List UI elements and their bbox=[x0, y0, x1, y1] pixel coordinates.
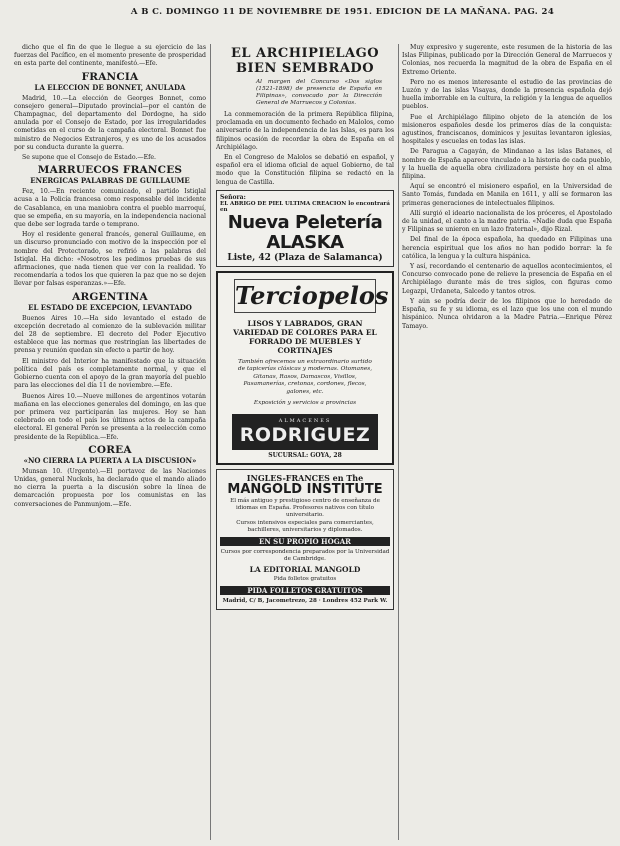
column-right bbox=[402, 44, 612, 333]
ad-rodriguez-branch: SUCURSAL: GOYA, 28 bbox=[268, 451, 342, 459]
right-body-8: Y así, recordando el centenario de aquellos acontecimientos, el Concurso convocado pone de relieve la presencia de España en el Archipiélago durante más de tres siglos, con figuras como Legazpi, Urdaneta, Salcedo y tantos otros. bbox=[402, 263, 612, 295]
ad-mangold-brochures: PIDA FOLLETOS GRATUITOS bbox=[220, 586, 390, 595]
page-header: A B C. DOMINGO 11 DE NOVIEMBRE DE 1951. EDICION DE LA MAÑANA. PAG. 24 bbox=[130, 7, 555, 17]
ad-mangold bbox=[216, 469, 394, 610]
ad-mangold-name: MANGOLD INSTITUTE bbox=[227, 481, 383, 497]
article-body-1: La conmemoración de la primera República filipina, proclamada en un documento fechado en Malolos, como aniversario de la independencia de las Islas, es para los filipinos ocasión de recordar la obra de España en el Archipiélago. bbox=[216, 111, 394, 151]
column-left bbox=[14, 44, 206, 511]
ad-alaska-name: Nueva Peletería ALASKA bbox=[227, 211, 383, 253]
intro-paragraph: dicho que el fin de que le llegue a su ejercicio de las fuerzas del Pacífico, en el momento presente de prosperidad en esta parte del continente, manifestó.—Efe. bbox=[14, 44, 206, 68]
ad-alaska-address: Liste, 42 (Plaza de Salamanca) bbox=[227, 252, 383, 263]
right-body-4: De Paragua a Cagayán, de Mindanao a las islas Batanes, el nombre de España aparece vinculado a la historia de cada pueblo, y la huella de aquella obra civilizadora persiste hoy en el alma filipina. bbox=[402, 148, 612, 181]
francia-body: Madrid, 10.—La elección de Georges Bonnet, como consejero general—Diputado provincial—por el cantón de Champagnac, del departamento del Dordogne, ha sido anulada por el Consejo de Estado, por las irregularidades cometidas en el curso de la campaña electoral. Bonnet fue ministro de Negocios Extranjeros, y es uno de los acusados por su conducta durante la guerra. bbox=[14, 94, 206, 151]
argentina-body-3: Buenos Aires 10.—Nueve millones de argentinos votarán mañana en las elecciones generales del domingo, en las que por primera vez participarán las mujeres. Hoy se han celebrado en todo el país los últimos actos de la campaña electoral. El general Perón se presenta a la reelección como presidente de la República.—Efe. bbox=[14, 392, 206, 441]
ad-terciopelos-service: Exposición y servicios a provincias bbox=[253, 400, 357, 407]
ad-mangold-line-3: Cursos por correspondencia preparados por la Universidad de Cambridge. bbox=[220, 548, 390, 562]
column-divider bbox=[398, 44, 399, 840]
argentina-body-1: Buenos Aires 10.—Ha sido levantado el estado de excepción decretado al comienzo de la sublevación militar del 28 de septiembre. El decreto del Poder Ejecutivo establece que las normas que restringían las libertades de prensa y reunión quedan sin efecto a partir de hoy. bbox=[14, 314, 206, 355]
article-body-2: En el Congreso de Malolos se debatió en español, y español era el idioma oficial de aquel Gobierno, de tal modo que la Constitución filipina se redactó en la lengua de Castilla. bbox=[216, 154, 394, 186]
francia-heading: FRANCIA bbox=[81, 70, 139, 83]
ad-rodriguez-label: ALMACENES bbox=[278, 417, 332, 424]
francia-end: Se supone que el Consejo de Estado.—Efe. bbox=[22, 154, 157, 162]
marruecos-body-2: Hoy el residente general francés, general Guillaume, en un discurso pronunciado con motivo de la inspección por el nombre del Protectorado, se refirió a las palabras del Istiqlal. Ha dicho: «Nosotros les pedimos pruebas de sus afirmaciones, que nada tienen que ver con la realidad. Yo recomendaría a todos los que quieren la paz que no se dejen llevar por falsas esperanzas.»—Efe. bbox=[14, 231, 206, 288]
right-body-9: Y aún se podría decir de los filipinos que lo heredado de España, su fe y su idioma, es el lazo que los une con el mundo hispánico. Nunca olvidaron a la Madre Patria.—Enrique Pérez Tamayo. bbox=[402, 297, 612, 330]
right-body-1: Muy expresivo y sugerente, este resumen de la historia de las Islas Filipinas, publicado por la Dirección General de Marruecos y Colonias, nos recuerda la magnitud de la obra de España en el Extremo Oriente. bbox=[402, 44, 612, 76]
corea-subheading: «NO CIERRA LA PUERTA A LA DISCUSION» bbox=[23, 455, 197, 465]
right-body-3: Fue el Archipiélago filipino objeto de la atención de los misioneros españoles desde los primeros días de la conquista: agustinos, franciscanos, dominicos y jesuitas levantaron iglesias, hospitales y escuelas en todas las islas. bbox=[402, 113, 612, 146]
ad-mangold-line-4: Pida folletos gratuitos bbox=[273, 575, 337, 582]
ad-mangold-title: INGLES-FRANCES en The bbox=[246, 472, 364, 483]
ad-mangold-address: Madrid, C/ B, Jacometrezo, 28 · Londres 452 Park W. bbox=[222, 597, 388, 604]
article-title: EL ARCHIPIELAGO BIEN SEMBRADO bbox=[230, 46, 380, 76]
ad-alaska-greeting: Señora: bbox=[220, 193, 246, 201]
ad-alaska-tagline: EL ABRIGO DE PIEL ULTIMA CREACION lo encontrará en bbox=[220, 200, 390, 213]
ad-terciopelos-body: LISOS Y LABRADOS, GRAN VARIEDAD DE COLORES PARA EL FORRADO DE MUEBLES Y CORTINAJES bbox=[233, 318, 377, 355]
column-divider bbox=[210, 44, 211, 840]
ad-mangold-editorial: LA EDITORIAL MANGOLD bbox=[249, 564, 361, 574]
ad-alaska bbox=[216, 190, 394, 267]
right-body-5: Aquí se encontró el misionero español, en la Universidad de Santo Tomás, fundada en Manila en 1611, y allí se formaron las primeras generaciones de intelectuales filipinos. bbox=[402, 183, 612, 207]
francia-subheading: LA ELECCION DE BONNET, ANULADA bbox=[34, 82, 186, 92]
argentina-heading: ARGENTINA bbox=[72, 290, 148, 303]
corea-heading: COREA bbox=[88, 443, 132, 456]
column-center bbox=[216, 44, 394, 613]
right-body-2: Pero no es menos interesante el estudio de las provincias de Luzón y de las islas Visayas, donde la presencia española dejó huella imborrable en la cultura, la religión y la lengua de aquellos pueblos. bbox=[402, 78, 612, 111]
ad-mangold-line-1: El más antiguo y prestigioso centro de enseñanza de idiomas en España. Profesores nativos con título universitario. bbox=[230, 497, 380, 518]
article-epigraph: Al margen del Concurso «Dos siglos (1521-1898) de presencia de España en Filipinas», convocado por la Dirección General de Marruecos y Colonias. bbox=[256, 79, 382, 106]
marruecos-heading: MARRUECOS FRANCES bbox=[37, 164, 183, 177]
ad-terciopelos bbox=[216, 271, 394, 465]
argentina-subheading: EL ESTADO DE EXCEPCION, LEVANTADO bbox=[28, 302, 192, 312]
corea-body: Munsan 10. (Urgente).—El portavoz de las Naciones Unidas, general Nuckols, ha declarado que el mando aliado no cierra la puerta a la discusión sobre la línea de demarcación propuesta por los comunistas en las conversaciones de Panmunjom.—Efe. bbox=[14, 467, 206, 508]
ad-rodriguez-banner bbox=[232, 414, 378, 450]
right-body-6: Allí surgió el ideario nacionalista de los próceres, el Apostolado de la unidad, el canto a la madre patria. «Nadie duda que España y Filipinas se unieron en un lazo fraternal», dijo Rizal. bbox=[402, 209, 612, 234]
argentina-body-2: El ministro del Interior ha manifestado que la situación política del país es completamente normal, y que el Gobierno cuenta con el apoyo de la gran mayoría del pueblo para las elecciones del día 11 de noviembre.—Efe. bbox=[14, 357, 206, 390]
ad-mangold-line-2: Cursos intensivos especiales para comerciantes, bachilleres, universitarios y diplomados. bbox=[236, 519, 374, 533]
ad-rodriguez-name: RODRIGUEZ bbox=[239, 423, 371, 446]
marruecos-subheading: ENERGICAS PALABRAS DE GUILLAUME bbox=[30, 176, 190, 186]
marruecos-body-1: Fez, 10.—En reciente comunicado, el partido Istiqlal acusa a la Policía francesa como responsable del incidente de Casablanca, en una maniobra contra el pueblo marroquí, que se empeña, en su mayoría, en la independencia nacional que debe ser lograda tarde o temprano. bbox=[14, 188, 206, 229]
right-body-7: Del final de la época española, ha quedado en Filipinas una herencia espiritual que los años no han podido borrar: la fe católica, la lengua y la cultura hispánica. bbox=[402, 236, 612, 260]
ad-terciopelos-title: Terciopelos bbox=[234, 279, 376, 313]
ad-terciopelos-details: También ofrecemos un extraordinario surtido de tapicerías clásicas y modernas. Otomanes, Gitanas, Rasos, Damascos, Visillos, Pasamanerías, cretonas, cordones, flecos, galones, etc. bbox=[237, 358, 373, 395]
ad-mangold-home: EN SU PROPIO HOGAR bbox=[220, 537, 390, 546]
